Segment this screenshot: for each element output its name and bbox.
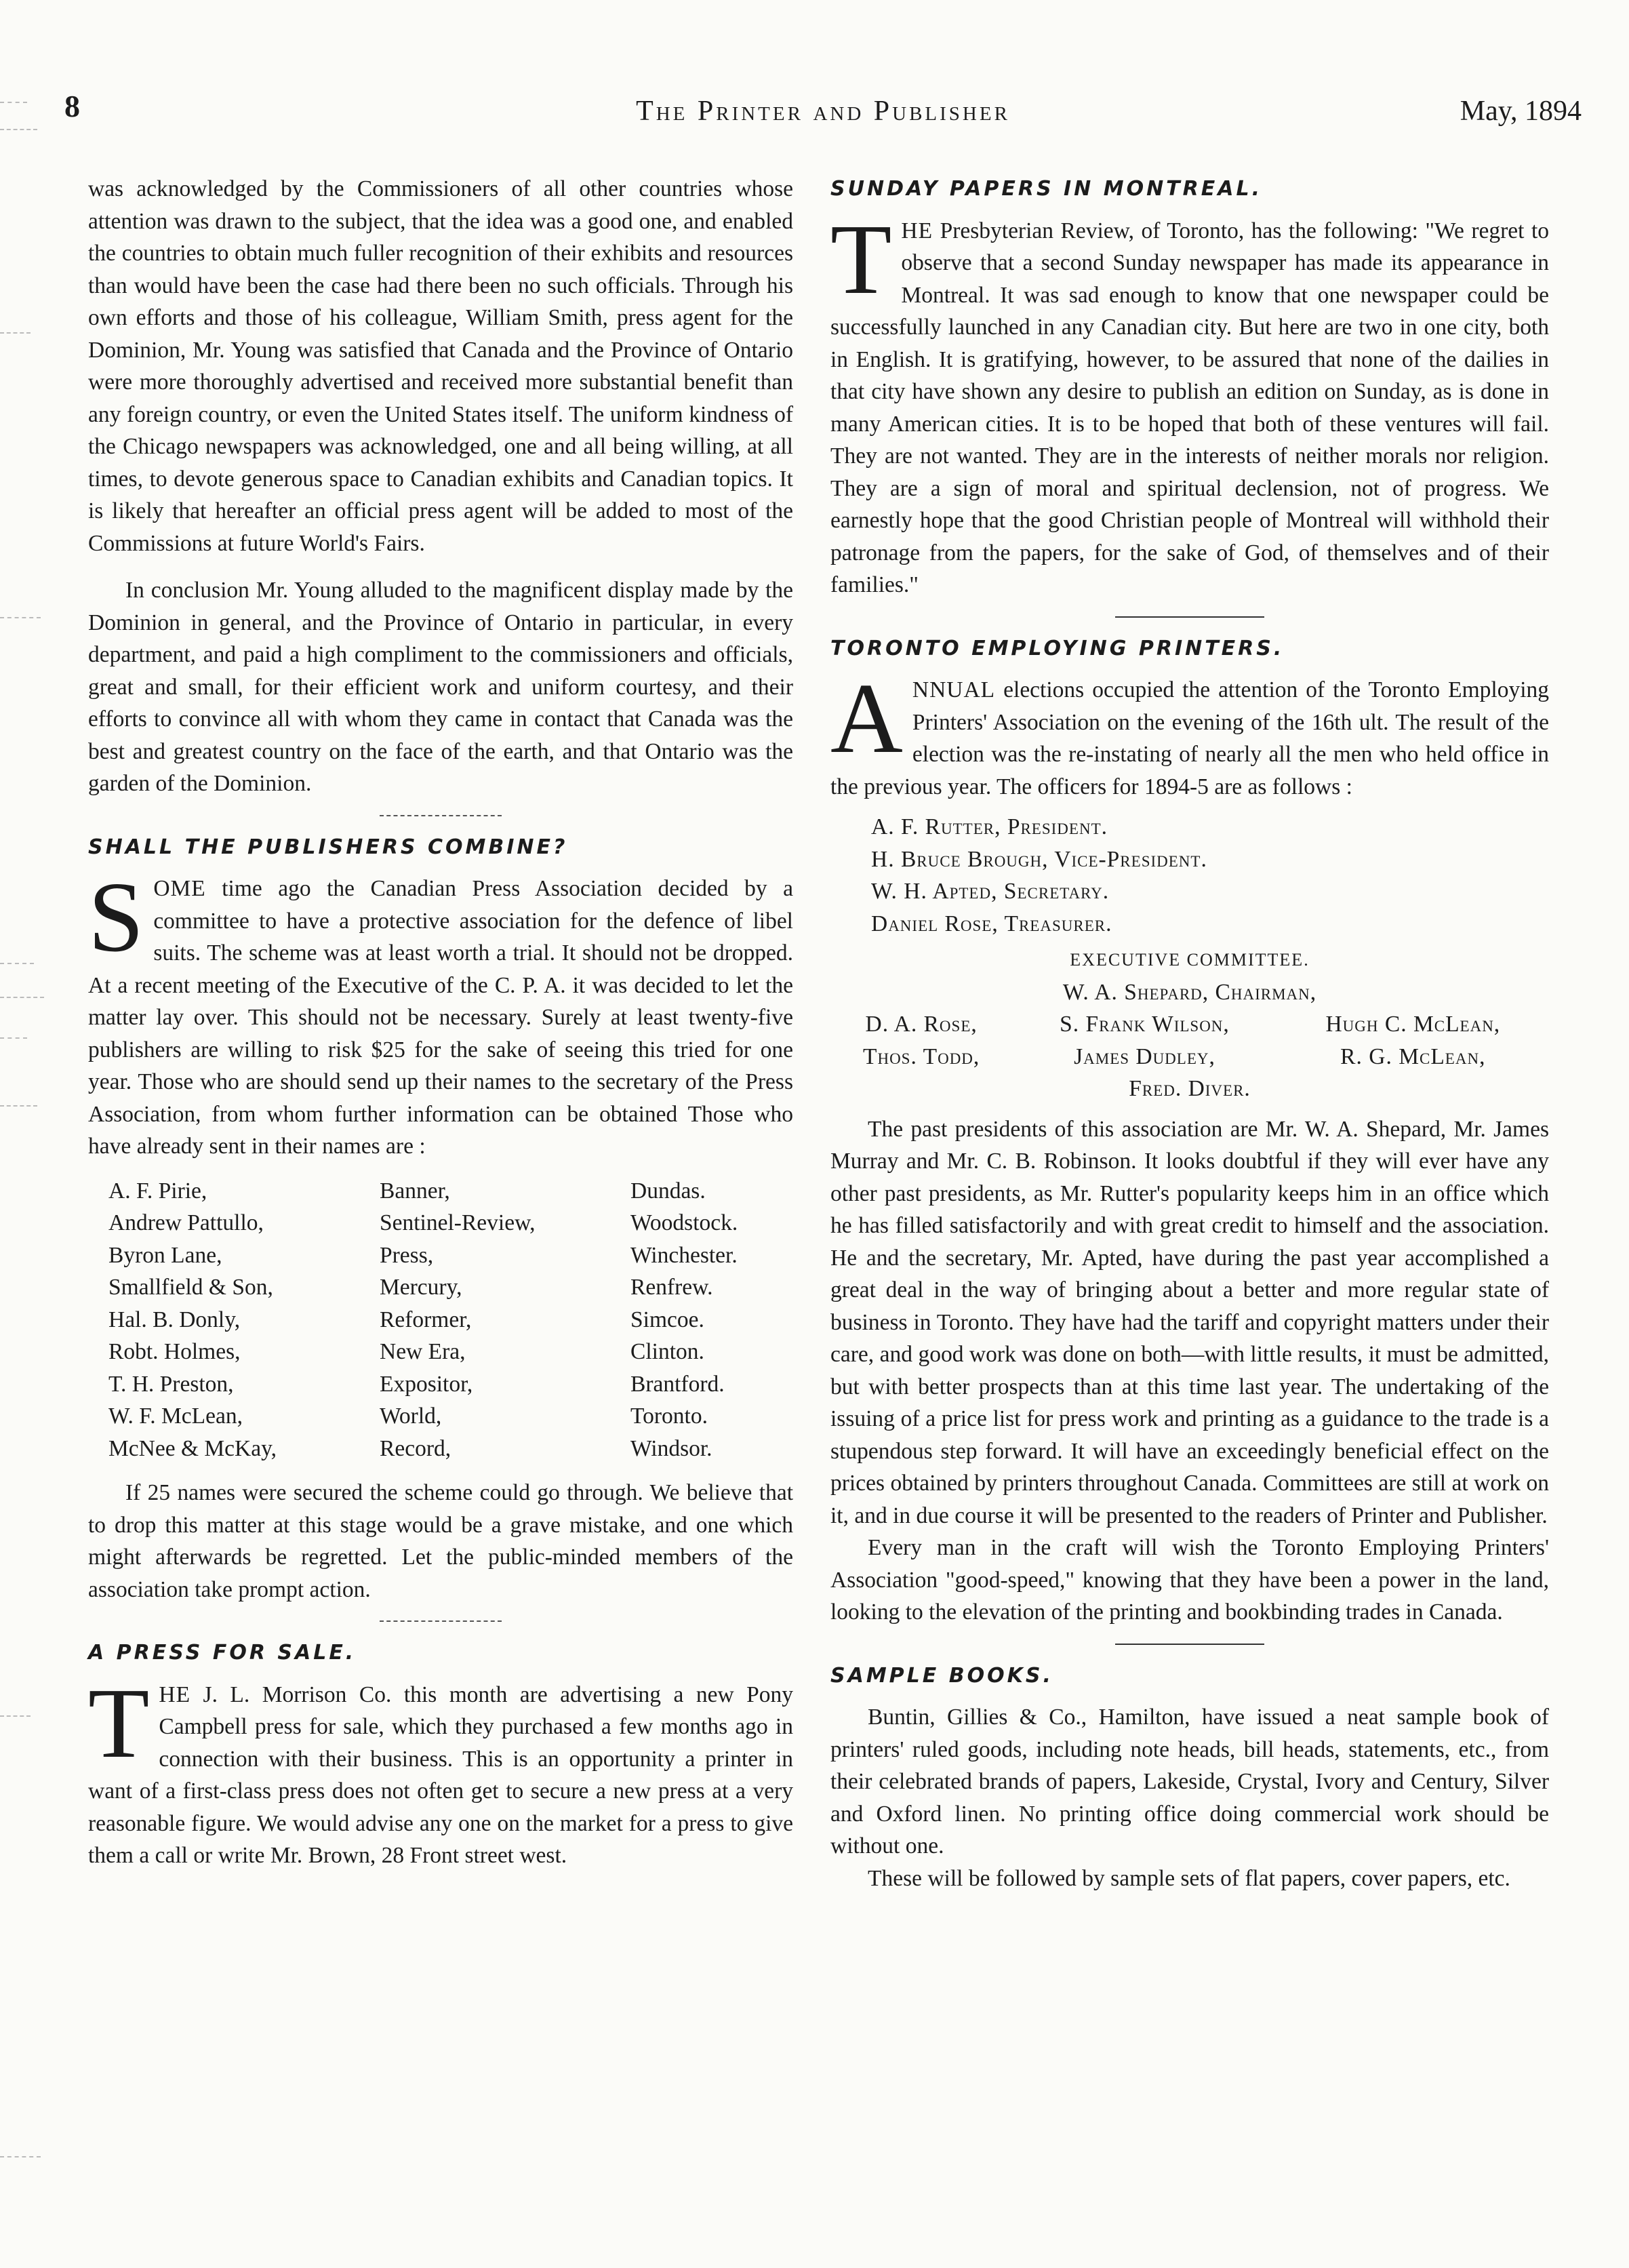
- lead-word: HE: [159, 1682, 191, 1707]
- member-name: James Dudley,: [1074, 1043, 1215, 1069]
- newspaper-name: World,: [380, 1404, 442, 1429]
- town-name: Toronto.: [630, 1404, 708, 1429]
- town-name: Winchester.: [630, 1242, 738, 1268]
- conclusion-paragraph: In conclusion Mr. Young alluded to the magnificent display made by the Dominion in general, and the Province of Ontario in particular, in every department, and paid a high compliment to the commissioners and officials, great and small, for their efficient work and uniform courtesy, and their efforts to convince all with whom they came in contact that Canada was the best and greatest country on the face of the earth, and that Ontario was the garden of the Dominion.: [88, 578, 793, 796]
- lead-word: NNUAL: [912, 677, 996, 702]
- scan-edge-marks: [0, 88, 47, 2258]
- drop-cap: S: [88, 862, 144, 973]
- toronto-paragraph: [830, 663, 1550, 803]
- publisher-name: T. H. Preston,: [108, 1371, 234, 1397]
- good-speed-paragraph: Every man in the craft will wish the Toronto Employing Printers' Association "good-speed," knowing that they have been a power in the land, looking to the elevation of the printing and bookbinding trades in Canada.: [830, 1535, 1549, 1625]
- section-heading-sunday: SUNDAY PAPERS IN MONTREAL.: [830, 177, 1262, 201]
- page-number: 8: [64, 89, 80, 123]
- sunday-text: Presbyterian Review, of Toronto, has the following: "We regret to observe that a second Sunday newspaper has made its appearance in Montreal. It was sad enough to know that one newspaper could be successfully launched in any Canadian city. But here are two in one city, both in English. It is gratifying, however, to be assured that none of the dailies in that city have shown any desire to publish an edition on Sunday, as is done in many American cities. It is to be hoped that both of these ventures will fail. They are not wanted. They are in the interests of neither morals nor religion. They are a sign of moral and spiritual declension, not of progress. We earnestly hope that the good Christian people of Montreal will withhold their patronage from the papers, for the sake of God, of themselves and of their families.": [830, 218, 1549, 597]
- table-row: [830, 1041, 1549, 1073]
- newspaper-name: Press,: [380, 1242, 434, 1268]
- town-name: Woodstock.: [630, 1210, 738, 1235]
- lead-word: OME: [153, 876, 206, 901]
- publisher-name: Smallfield & Son,: [108, 1275, 273, 1300]
- section-divider: [380, 815, 502, 816]
- combine-text: time ago the Canadian Press Association decided by a committee to have a protective association for the defence of libel suits. The scheme was at least worth a trial. It should not be dropped. At a recent meeting of the Executive of the C. P. A. it was decided to let the matter lay over. This should not be necessary. Surely at least twenty-five publishers are willing to risk $25 for the sake of seeing this tried for one year. Those who are should send up their names to the secretary of the Press Association, from whom further information can be obtained Those who have already sent in their names are :: [88, 876, 794, 1159]
- publisher-name: Byron Lane,: [108, 1242, 222, 1268]
- newspaper-name: Expositor,: [380, 1371, 473, 1397]
- town-name: Simcoe.: [630, 1307, 704, 1332]
- town-name: Clinton.: [630, 1339, 704, 1364]
- member-name: S. Frank Wilson,: [1060, 1012, 1230, 1037]
- section-divider: [380, 1620, 502, 1622]
- section-divider: [1115, 616, 1264, 618]
- drop-cap: T: [830, 203, 892, 315]
- lead-word: HE: [901, 218, 933, 243]
- officer-entry: W. H. Apted, Secretary.: [871, 879, 1110, 904]
- table-row: [108, 1368, 738, 1401]
- publisher-name: A. F. Pirie,: [108, 1178, 207, 1203]
- publishers-table: [108, 1175, 738, 1465]
- table-row: [108, 1271, 738, 1304]
- member-name: Thos. Todd,: [863, 1043, 980, 1069]
- town-name: Brantford.: [630, 1371, 725, 1397]
- table-row: [108, 1304, 738, 1336]
- samples-paragraph: Buntin, Gillies & Co., Hamilton, have issued a neat sample book of printers' ruled goods, including note heads, bill heads, statements, etc., from their celebrated brands of papers, Lakeside, Crystal, Ivory and Century, Silver and Oxford linen. No printing office doing commercial work should be without one.: [830, 1705, 1549, 1858]
- combine-paragraph: [88, 862, 794, 1163]
- section-heading-press: A PRESS FOR SALE.: [88, 1641, 357, 1665]
- executive-committee-heading: EXECUTIVE COMMITTEE.: [1070, 950, 1310, 970]
- table-row: [108, 1336, 738, 1368]
- publisher-name: Robt. Holmes,: [108, 1339, 241, 1364]
- samples-followup-paragraph: These will be followed by sample sets of flat papers, cover papers, etc.: [868, 1865, 1510, 1891]
- section-heading-samples: SAMPLE BOOKS.: [830, 1663, 1053, 1688]
- table-row: [108, 1239, 738, 1272]
- publisher-name: McNee & McKay,: [108, 1435, 277, 1461]
- executive-last-member: Fred. Diver.: [1129, 1076, 1251, 1101]
- officers-list: [871, 811, 1549, 940]
- drop-cap: T: [88, 1667, 150, 1779]
- town-name: Windsor.: [630, 1435, 712, 1461]
- past-presidents-paragraph: The past presidents of this association are Mr. W. A. Shepard, Mr. James Murray and Mr. C. B. Robinson. It looks doubtful if they will ever have any other past presidents, as Mr. Rutter's popularity keeps him in an office which he has filled satisfactorily and with great credit to himself and the association. He and the secretary, Mr. Apted, have during the past year accomplished a great deal in the way of bringing about a better and more regular state of business in Toronto. They have had the tariff and copyright matters under their care, and good work was done on both—with little results, it must be admitted, but with better prospects than at this time last year. The undertaking of the issuing of a price list for press work and printing as a guidance to the trade is a stupendous step forward. It will have an exceedingly beneficial effect on the prices obtained by printers throughout Canada. Committees are still at work on it, and in due course it will be presented to the readers of Printer and Publisher.: [830, 1116, 1549, 1528]
- section-divider: [1115, 1644, 1264, 1645]
- executive-members-table: [830, 1008, 1549, 1073]
- publisher-name: W. F. McLean,: [108, 1404, 243, 1429]
- press-paragraph: [88, 1667, 793, 1872]
- member-name: R. G. McLean,: [1340, 1043, 1486, 1069]
- officer-entry: H. Bruce Brough, Vice-President.: [871, 846, 1207, 872]
- publisher-name: Andrew Pattullo,: [108, 1210, 264, 1235]
- member-name: D. A. Rose,: [865, 1012, 978, 1037]
- publication-title: The Printer and Publisher: [636, 96, 1010, 127]
- continued-paragraph: was acknowledged by the Commissioners of all other countries whose attention was drawn to the subject, that the idea was a good one, and enabled the countries to obtain much fuller recognition of their exhibits and resources than would have been the case had there been no such officials. Through his own efforts and those of his colleague, William Smith, press agent for the Dominion, Mr. Young was satisfied that Canada and the Province of Ontario were more thoroughly advertised and received more substantial benefit than any foreign country, or even the United States itself. The uniform kindness of the Chicago newspapers was acknowledged, one and all being willing, at all times, to devote generous space to Canadian exhibits and Canadian topics. It is likely that hereafter an official press agent will be added to most of the Commissions at future World's Fairs.: [88, 176, 793, 556]
- newspaper-name: Record,: [380, 1435, 451, 1461]
- town-name: Dundas.: [630, 1178, 706, 1203]
- publisher-name: Hal. B. Donly,: [108, 1307, 241, 1332]
- table-row: [108, 1207, 738, 1239]
- newspaper-name: Reformer,: [380, 1307, 472, 1332]
- officer-entry: A. F. Rutter, President.: [871, 814, 1108, 839]
- table-row: [830, 1008, 1549, 1041]
- table-row: [108, 1433, 738, 1465]
- right-column: [830, 173, 1549, 1894]
- table-row: [108, 1175, 738, 1208]
- sunday-paragraph: [830, 203, 1549, 601]
- town-name: Renfrew.: [630, 1275, 713, 1300]
- combine-closing-paragraph: If 25 names were secured the scheme could go through. We believe that to drop this matter at this stage would be a grave mistake, and one which might afterwards be regretted. Let the public-minded members of the association take prompt action.: [88, 1480, 793, 1602]
- press-text: J. L. Morrison Co. this month are advertising a new Pony Campbell press for sale, which they purchased a few months ago in connection with their business. This is an opportunity a printer in want of a first-class press does not often get to secure a new press at a very reasonable figure. We would advise any one on the market for a press to give them a call or write Mr. Brown, 28 Front street west.: [88, 1682, 793, 1868]
- newspaper-name: Sentinel-Review,: [380, 1210, 536, 1235]
- left-column: [88, 173, 793, 1872]
- newspaper-name: Mercury,: [380, 1275, 462, 1300]
- officer-entry: Daniel Rose, Treasurer.: [871, 911, 1112, 936]
- toronto-text: elections occupied the attention of the Toronto Employing Printers' Association on the evening of the 16th ult. The result of the election was the re-instating of nearly all the men who held office in the previous year. The officers for 1894-5 are as follows :: [830, 677, 1550, 799]
- section-heading-toronto: TORONTO EMPLOYING PRINTERS.: [830, 636, 1285, 660]
- section-heading-combine: SHALL THE PUBLISHERS COMBINE?: [88, 835, 568, 859]
- executive-chairman: W. A. Shepard, Chairman,: [1062, 979, 1317, 1005]
- newspaper-name: New Era,: [380, 1339, 466, 1364]
- table-row: [108, 1400, 738, 1433]
- issue-date: May, 1894: [1460, 96, 1582, 127]
- newspaper-name: Banner,: [380, 1178, 450, 1203]
- page-header: [64, 88, 1582, 136]
- drop-cap: A: [830, 663, 903, 774]
- member-name: Hugh C. McLean,: [1325, 1012, 1501, 1037]
